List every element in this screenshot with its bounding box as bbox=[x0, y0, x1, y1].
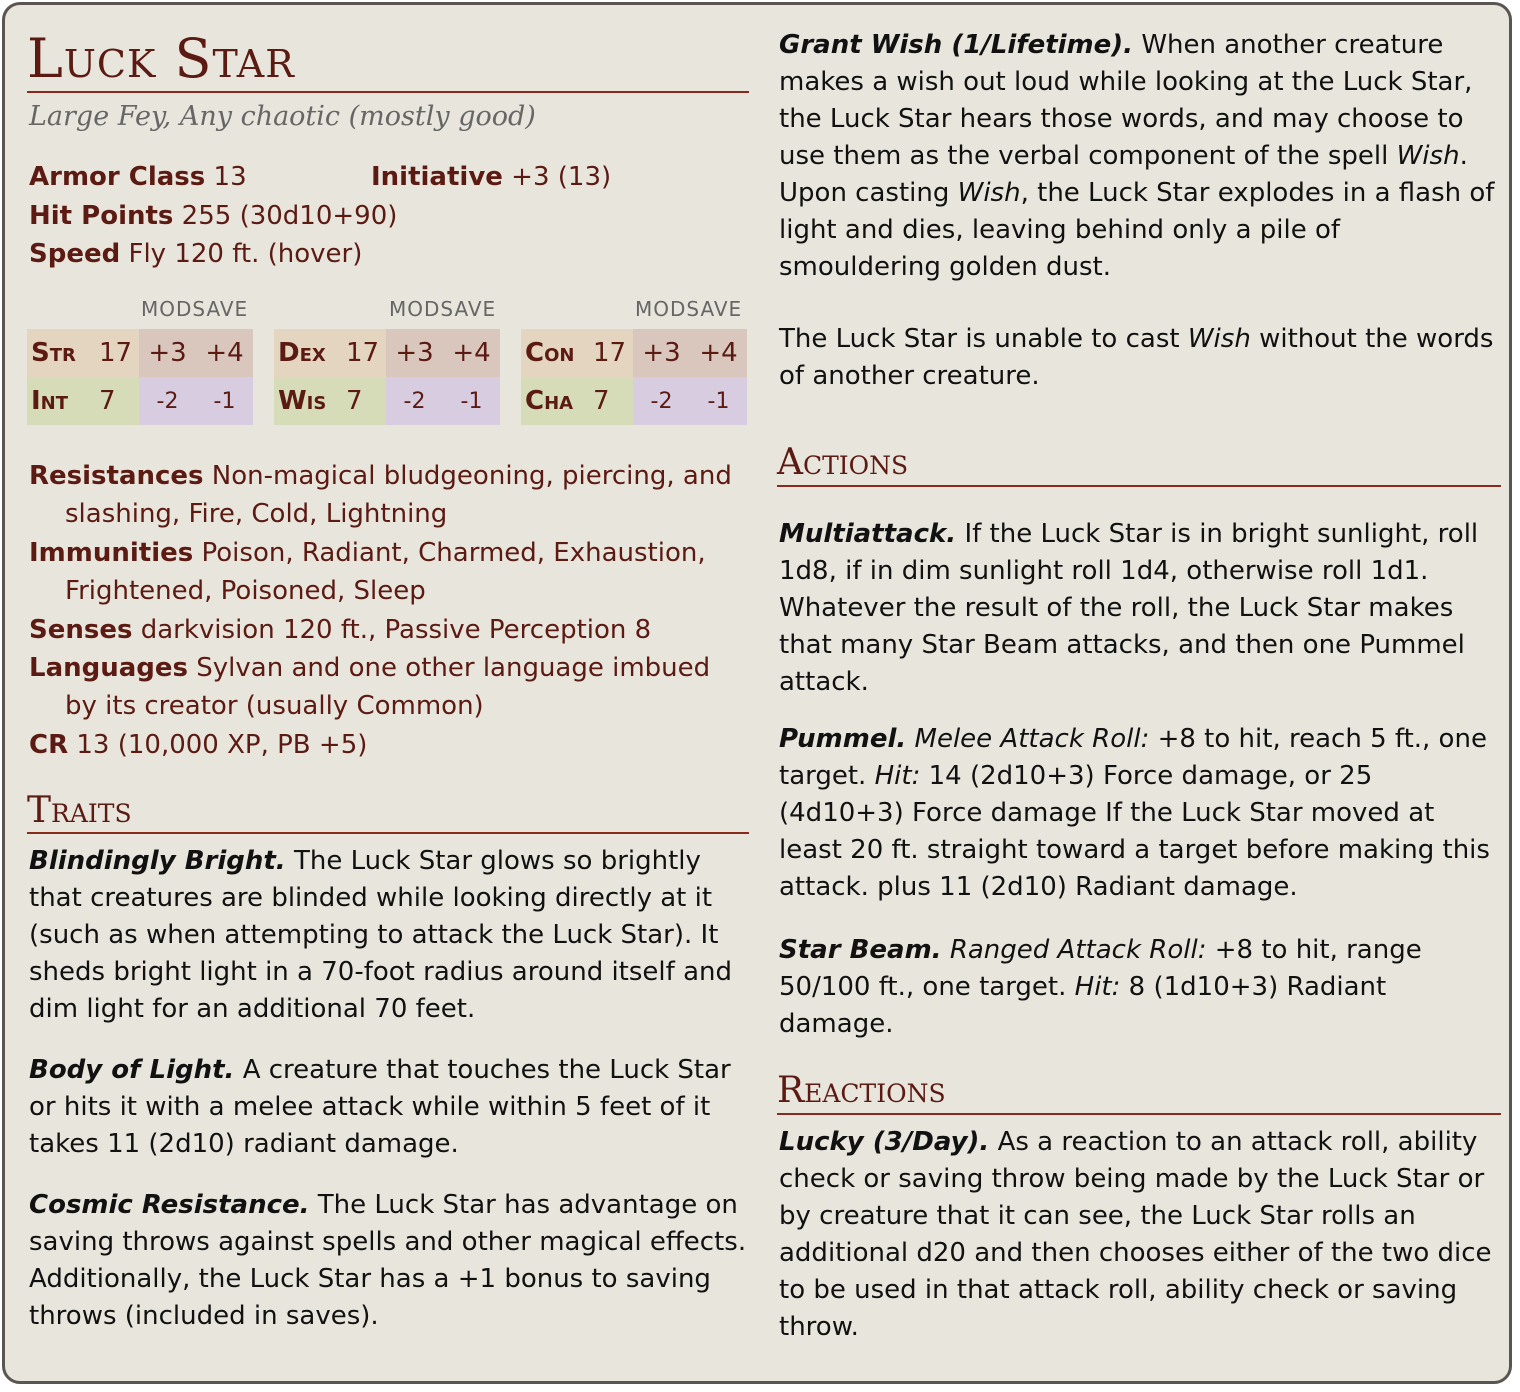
ability-mod: +3 bbox=[395, 338, 434, 368]
modsave-header: MODSAVE bbox=[635, 297, 743, 321]
ability-score: 7 bbox=[346, 386, 363, 416]
trait-cosmic-resistance: Cosmic Resistance. The Luck Star has advantage on saving throws against spells and other magical effects. Additionally, the Luck Star has a +1 bonus to saving throws (included in saves). bbox=[29, 1190, 747, 1331]
action-pummel: Pummel. Melee Attack Roll: +8 to hit, reach 5 ft., one target. Hit: 14 (2d10+3) Force damage, or 25 (4d10+3) Force damage If the Luck Star moved at least 20 ft. straight toward a target before making this attack. plus 11 (2d10) Radiant damage. bbox=[779, 724, 1490, 902]
reactions-divider bbox=[777, 1113, 1501, 1115]
actions-heading: Actions bbox=[777, 442, 909, 483]
ability-save: +4 bbox=[205, 338, 244, 368]
grant-wish-note: The Luck Star is unable to cast Wish without the words of another creature. bbox=[779, 324, 1494, 391]
ability-save: +4 bbox=[699, 338, 738, 368]
action-star-beam: Star Beam. Ranged Attack Roll: +8 to hit, range 50/100 ft., one target. Hit: 8 (1d10+3) Radiant damage. bbox=[779, 935, 1422, 1039]
ability-mod: +3 bbox=[642, 338, 681, 368]
ability-save: -1 bbox=[460, 388, 483, 414]
trait-grant-wish: Grant Wish (1/Lifetime). When another creature makes a wish out loud while looking at the Luck Star, the Luck Star hears those words, and may choose to use them as the verbal component of the spell Wish. Upon casting Wish, the Luck Star explodes in a flash of light and dies, leaving behind only a pile of smouldering golden dust. bbox=[779, 30, 1495, 282]
ability-score: 17 bbox=[593, 338, 627, 368]
senses: Senses darkvision 120 ft., Passive Perception 8 bbox=[29, 615, 652, 645]
ability-row bbox=[27, 377, 253, 425]
ability-save: -1 bbox=[707, 388, 730, 414]
languages: Languages Sylvan and one other language imbued by its creator (usually Common) bbox=[29, 653, 711, 721]
ability-name: Wis bbox=[278, 386, 327, 416]
modsave-header: MODSAVE bbox=[141, 297, 249, 321]
ability-row bbox=[521, 377, 747, 425]
title-divider bbox=[27, 91, 749, 93]
ability-name: Dex bbox=[278, 338, 326, 368]
speed: Speed Fly 120 ft. (hover) bbox=[29, 239, 363, 269]
ability-row bbox=[27, 329, 253, 377]
ability-mod: -2 bbox=[650, 388, 673, 414]
ability-save: +4 bbox=[452, 338, 491, 368]
actions-divider bbox=[777, 485, 1501, 487]
ability-save: -1 bbox=[213, 388, 236, 414]
ability-name: Con bbox=[525, 338, 575, 368]
action-multiattack: Multiattack. If the Luck Star is in bright sunlight, roll 1d8, if in dim sunlight roll 1d4, otherwise roll 1d1. Whatever the result of the roll, the Luck Star makes that many Star Beam attacks, and then one Pummel attack. bbox=[779, 519, 1479, 697]
ability-score: 17 bbox=[99, 338, 133, 368]
ability-group-con-cha bbox=[521, 329, 747, 425]
ability-row bbox=[274, 329, 500, 377]
traits-heading: Traits bbox=[27, 790, 132, 831]
reaction-lucky: Lucky (3/Day). As a reaction to an attack roll, ability check or saving throw being made by the Luck Star or by creature that it can see, the Luck Star rolls an additional d20 and then chooses either of the two dice to be used in that attack roll, ability check or saving throw. bbox=[779, 1127, 1492, 1342]
ability-score: 7 bbox=[593, 386, 610, 416]
ability-group-dex-wis bbox=[274, 329, 500, 425]
initiative: Initiative +3 (13) bbox=[371, 162, 612, 192]
ability-group-str-int bbox=[27, 329, 253, 425]
ability-score: 17 bbox=[346, 338, 380, 368]
reactions-heading: Reactions bbox=[777, 1070, 946, 1111]
ability-name: Str bbox=[31, 338, 76, 368]
ability-name: Int bbox=[31, 386, 69, 416]
traits-divider bbox=[27, 832, 749, 834]
ability-mod: -2 bbox=[156, 388, 179, 414]
trait-body-of-light: Body of Light. A creature that touches the Luck Star or hits it with a melee attack while within 5 feet of it takes 11 (2d10) radiant damage. bbox=[29, 1055, 731, 1159]
immunities: Immunities Poison, Radiant, Charmed, Exhaustion, Frightened, Poisoned, Sleep bbox=[29, 538, 706, 606]
stat-block-card bbox=[2, 2, 1512, 1384]
resistances: Resistances Non-magical bludgeoning, piercing, and slashing, Fire, Cold, Lightning bbox=[29, 461, 732, 529]
ability-row bbox=[521, 329, 747, 377]
ability-mod: -2 bbox=[403, 388, 426, 414]
ability-mod: +3 bbox=[148, 338, 187, 368]
ability-row bbox=[274, 377, 500, 425]
ability-score: 7 bbox=[99, 386, 116, 416]
challenge-rating: CR 13 (10,000 XP, PB +5) bbox=[29, 730, 368, 760]
ability-name: Cha bbox=[525, 386, 574, 416]
creature-name: Luck Star bbox=[27, 27, 295, 90]
modsave-header: MODSAVE bbox=[389, 297, 497, 321]
creature-type: Large Fey, Any chaotic (mostly good) bbox=[29, 101, 536, 132]
trait-blindingly-bright: Blindingly Bright. The Luck Star glows so brightly that creatures are blinded while looking directly at it (such as when attempting to attack the Luck Star). It sheds bright light in a 70-foot radius around itself and dim light for an additional 70 feet. bbox=[29, 846, 732, 1024]
hit-points: Hit Points 255 (30d10+90) bbox=[29, 201, 398, 231]
armor-class: Armor Class 13 bbox=[29, 162, 247, 192]
